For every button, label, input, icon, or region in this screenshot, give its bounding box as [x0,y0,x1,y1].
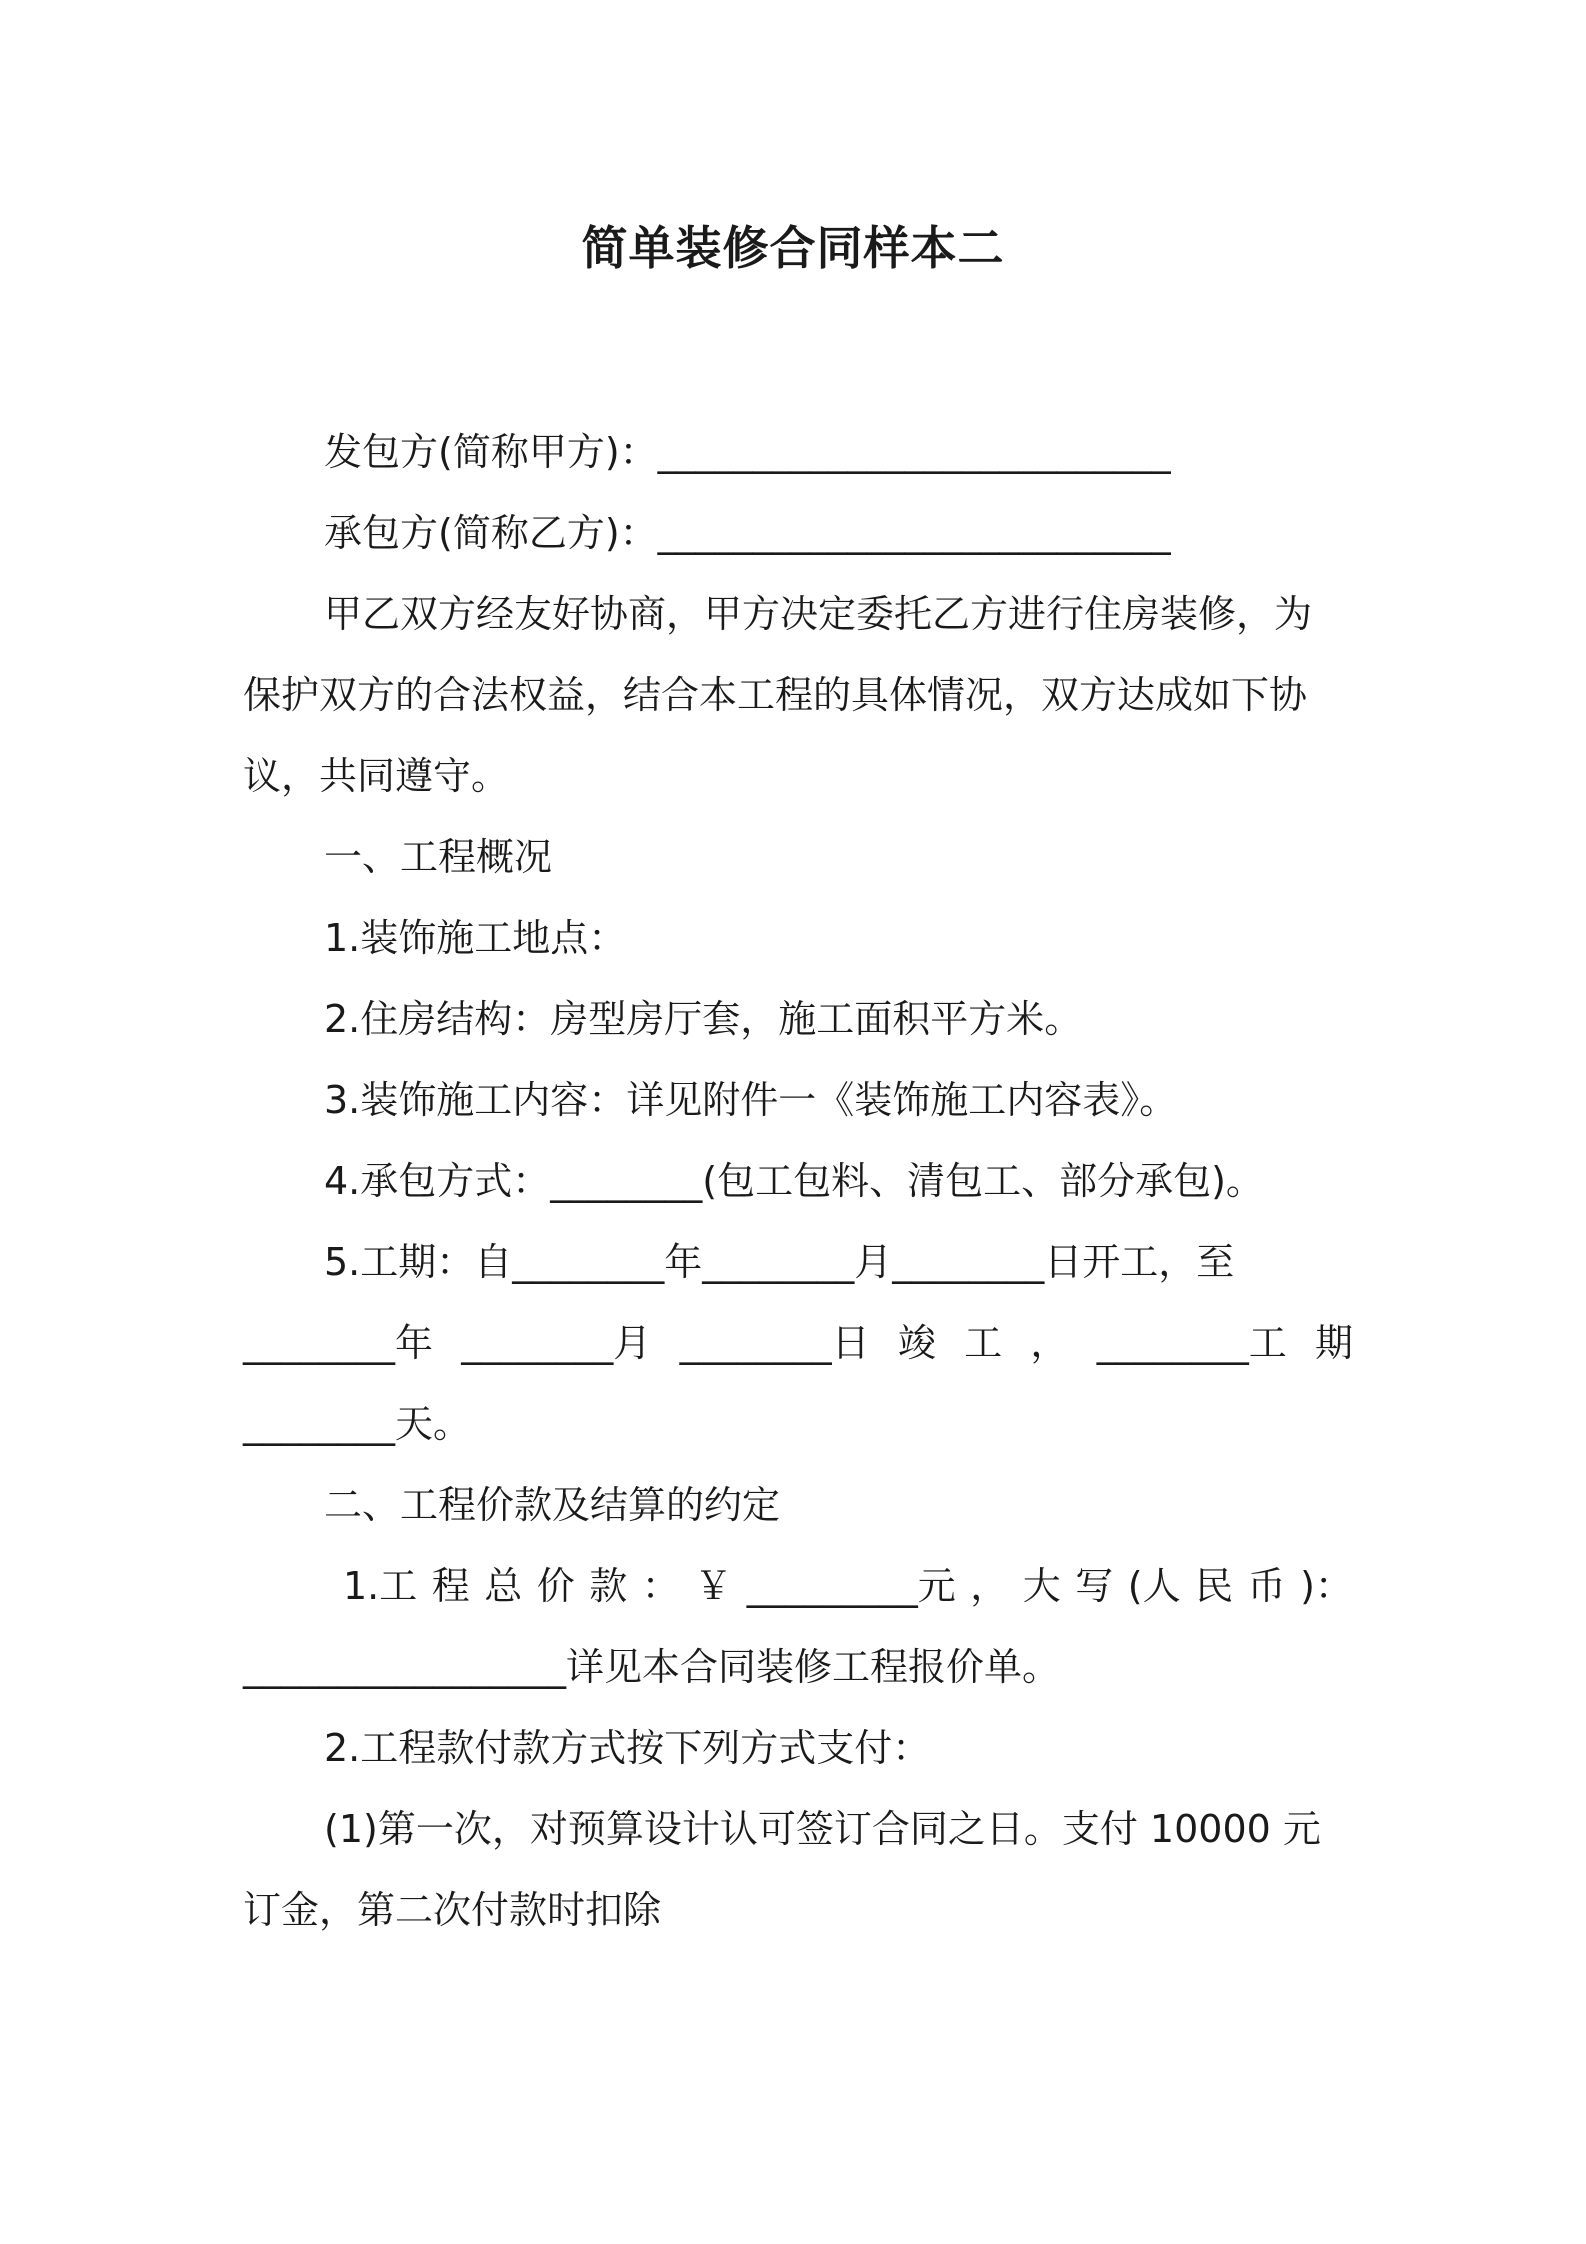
price-part: 写 [1075,1564,1114,1608]
section-heading-project-overview: 一、工程概况 [324,835,553,879]
price-part: 1.工 [343,1564,418,1608]
document-title: 简单装修合同样本二 [581,221,1005,275]
item-total-price-line-1 [343,1550,1353,1622]
item-construction-content: 3.装饰施工内容：详见附件一《装饰施工内容表》。 [324,1078,1178,1122]
schedule-part: ， [1030,1321,1069,1365]
price-part: ： [641,1564,680,1608]
price-part: 币 [1247,1564,1286,1608]
price-part: (人 [1127,1564,1181,1608]
item-schedule-line-3: ________天。 [243,1402,472,1446]
item-schedule-line-2 [243,1307,1353,1379]
schedule-part: 期 [1314,1321,1353,1365]
schedule-part: ________工 [1096,1321,1287,1365]
item-first-payment-line-2: 订金，第二次付款时扣除 [243,1888,662,1932]
item-payment-method: 2.工程款付款方式按下列方式支付： [324,1726,931,1770]
party-b-line: 承包方(简称乙方)：___________________________ [324,511,1171,555]
intro-paragraph-line-3: 议，共同遵守。 [243,754,510,798]
price-part: 价 [536,1564,575,1608]
price-part: 总 [484,1564,523,1608]
schedule-part: ________年 [243,1321,434,1365]
price-part: 大 [1022,1564,1061,1608]
price-part: 程 [431,1564,470,1608]
item-schedule-line-1: 5.工期：自________年________月________日开工，至 [324,1240,1235,1284]
price-part: 民 [1195,1564,1234,1608]
price-part: 款 [589,1564,628,1608]
schedule-part: ________月 [461,1321,652,1365]
item-construction-site: 1.装饰施工地点： [324,916,627,960]
item-contract-method: 4.承包方式：________(包工包料、清包工、部分承包)。 [324,1159,1264,1203]
price-part: )： [1300,1564,1353,1608]
intro-paragraph-line-2: 保护双方的合法权益，结合本工程的具体情况，双方达成如下协 [243,673,1308,717]
price-part: ， [970,1564,1009,1608]
section-heading-payment: 二、工程价款及结算的约定 [324,1483,781,1527]
item-total-price-line-2: _________________详见本合同装修工程报价单。 [243,1645,1061,1689]
item-first-payment-line-1: (1)第一次，对预算设计认可签订合同之日。支付 10000 元 [324,1807,1321,1851]
intro-paragraph-line-1: 甲乙双方经友好协商，甲方决定委托乙方进行住房装修，为 [324,592,1313,636]
schedule-part: ________日 [679,1321,870,1365]
schedule-part: 工 [964,1321,1003,1365]
price-part: ￥ [694,1564,733,1608]
price-part: _________元 [746,1564,956,1608]
item-housing-structure: 2.住房结构：房型房厅套，施工面积平方米。 [324,997,1083,1041]
schedule-part: 竣 [897,1321,936,1365]
party-a-line: 发包方(简称甲方)：___________________________ [324,430,1171,474]
